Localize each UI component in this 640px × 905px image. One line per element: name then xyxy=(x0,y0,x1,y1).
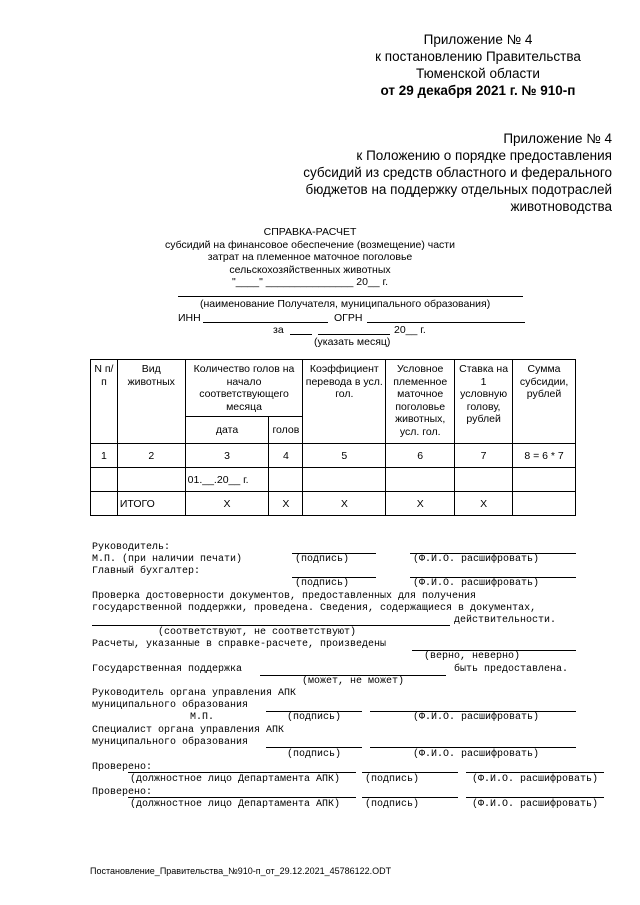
x-cell: X xyxy=(455,492,513,516)
calc-caption: (верно, неверно) xyxy=(424,651,521,662)
name-caption: (Ф.И.О. расшифровать) xyxy=(413,712,540,723)
official-signature-field[interactable] xyxy=(362,797,458,798)
correspondence-caption: (соответствуют, не соответствуют) xyxy=(158,627,357,638)
date-cell[interactable]: 01.__.20__ г. xyxy=(185,468,269,492)
title-line: затрат на племенное маточное поголовье xyxy=(207,251,413,263)
num-cell: 7 xyxy=(455,444,513,468)
signature-caption: (подпись) xyxy=(365,774,420,785)
support-caption: (может, не может) xyxy=(302,676,405,687)
x-cell: X xyxy=(269,492,303,516)
name-caption: (Ф.И.О. расшифровать) xyxy=(472,774,599,785)
period-year: 20__ г. xyxy=(394,324,426,336)
num-cell: 5 xyxy=(303,444,386,468)
title-main: СПРАВКА-РАСЧЕТ xyxy=(263,226,357,238)
total-sum-cell[interactable] xyxy=(513,492,576,516)
ogrn-label: ОГРН xyxy=(334,312,363,324)
period-caption: (указать месяц) xyxy=(314,336,391,348)
recipient-field[interactable] xyxy=(178,296,523,297)
regulation-header xyxy=(292,130,612,215)
cell[interactable] xyxy=(91,468,118,492)
chief-accountant-label: Главный бухгалтер: xyxy=(92,566,201,577)
check-text: государственной поддержки, проведена. Сведения, содержащиеся в документах, xyxy=(92,603,537,614)
regulation-line: к Положению о порядке предоставления xyxy=(356,148,612,163)
regulation-line: бюджетов на поддержку отдельных подотраслей xyxy=(305,182,612,197)
validity-text: действительности. xyxy=(454,615,557,626)
cell[interactable] xyxy=(386,468,455,492)
x-cell: X xyxy=(386,492,455,516)
appendix-number: Приложение № 4 xyxy=(423,32,533,47)
x-cell: X xyxy=(303,492,386,516)
ogrn-field[interactable] xyxy=(367,322,525,323)
col-date-header: дата xyxy=(185,417,269,444)
col-number-header: N п/п xyxy=(91,360,118,444)
regulation-line: субсидий из средств областного и федерального xyxy=(303,165,612,180)
specialist-label: муниципального образования xyxy=(92,737,249,748)
apk-head-label: Руководитель органа управления АПК xyxy=(92,688,297,699)
num-cell: 4 xyxy=(269,444,303,468)
x-cell: X xyxy=(185,492,269,516)
appendix-ref: к постановлению Правительства xyxy=(375,49,581,64)
appendix-date: от 29 декабря 2021 г. № 910-п xyxy=(380,83,576,98)
table-header-row xyxy=(91,360,576,417)
calculation-table xyxy=(90,359,576,516)
check-text: Проверка достоверности документов, предоставленных для получения xyxy=(92,591,477,602)
cell[interactable] xyxy=(455,468,513,492)
total-label: ИТОГО xyxy=(117,492,185,516)
name-caption: (Ф.И.О. расшифровать) xyxy=(472,799,599,810)
col-coef-header: Коэффициент перевода в усл. гол. xyxy=(303,360,386,444)
period-label: за xyxy=(273,324,284,336)
appendix-region: Тюменской области xyxy=(416,66,540,81)
signature-caption: (подпись) xyxy=(287,749,342,760)
signature-caption: (подпись) xyxy=(365,799,420,810)
num-cell: 2 xyxy=(117,444,185,468)
title-date: "____" _______________ 20__ г. xyxy=(232,276,388,288)
table-total-row xyxy=(91,492,576,516)
mp-label: М.П. xyxy=(190,712,215,723)
num-cell: 1 xyxy=(91,444,118,468)
cell xyxy=(91,492,118,516)
regulation-appendix: Приложение № 4 xyxy=(503,131,612,146)
inn-field[interactable] xyxy=(203,322,328,323)
col-qty-header: Количество голов на начало соответствующего месяца xyxy=(185,360,303,417)
specialist-label: Специалист органа управления АПК xyxy=(92,725,285,736)
head-label: Руководитель: xyxy=(92,542,171,553)
name-caption: (Ф.И.О. расшифровать) xyxy=(413,578,540,589)
file-footer: Постановление_Правительства_№910-п_от_29.12.2021_45786122.ODT xyxy=(90,866,392,876)
col-type-header: Вид животных xyxy=(117,360,185,444)
checked-label: Проверено: xyxy=(92,762,153,773)
checked-label: Проверено: xyxy=(92,787,153,798)
mp-print-label: М.П. (при наличии печати) xyxy=(92,554,243,565)
num-cell: 8 = 6 * 7 xyxy=(513,444,576,468)
support-text: Государственная поддержка xyxy=(92,664,243,675)
official-caption: (должностное лицо Департамента АПК) xyxy=(130,774,341,785)
table-numbers-row xyxy=(91,444,576,468)
col-rate-header: Ставка на 1 условную голову, рублей xyxy=(455,360,513,444)
col-cond-header: Условное племенное маточное поголовье животных, усл. гол. xyxy=(386,360,455,444)
signature-caption: (подпись) xyxy=(295,578,350,589)
month-field[interactable] xyxy=(318,334,390,335)
col-heads-header: голов xyxy=(269,417,303,444)
name-caption: (Ф.И.О. расшифровать) xyxy=(413,749,540,760)
specialist-signature-field[interactable] xyxy=(266,747,362,748)
official-name-field[interactable] xyxy=(466,797,604,798)
num-cell: 6 xyxy=(386,444,455,468)
official-field[interactable] xyxy=(128,797,356,798)
regulation-line: животноводства xyxy=(510,199,612,214)
appendix-header xyxy=(348,31,608,99)
support-end: быть предоставлена. xyxy=(454,664,569,675)
recipient-caption: (наименование Получателя, муниципального образования) xyxy=(200,298,491,310)
title-line: субсидий на финансовое обеспечение (возмещение) части xyxy=(165,238,455,251)
cell[interactable] xyxy=(303,468,386,492)
correspondence-field[interactable] xyxy=(92,625,450,626)
official-field[interactable] xyxy=(128,772,356,773)
name-caption: (Ф.И.О. расшифровать) xyxy=(413,554,540,565)
col-sum-header: Сумма субсидии, рублей xyxy=(513,360,576,444)
official-caption: (должностное лицо Департамента АПК) xyxy=(130,799,341,810)
cell[interactable] xyxy=(117,468,185,492)
table-row xyxy=(91,468,576,492)
inn-label: ИНН xyxy=(178,312,201,324)
apk-head-label: муниципального образования xyxy=(92,700,249,711)
num-cell: 3 xyxy=(185,444,269,468)
official-name-field[interactable] xyxy=(466,772,604,773)
signature-caption: (подпись) xyxy=(295,554,350,565)
title-line: сельскохозяйственных животных xyxy=(229,263,391,276)
document-title xyxy=(90,226,530,289)
specialist-name-field[interactable] xyxy=(370,747,576,748)
cell[interactable] xyxy=(269,468,303,492)
period-field[interactable] xyxy=(290,334,312,335)
signature-caption: (подпись) xyxy=(287,712,342,723)
cell[interactable] xyxy=(513,468,576,492)
calc-text: Расчеты, указанные в справке-расчете, произведены xyxy=(92,639,387,650)
official-signature-field[interactable] xyxy=(362,772,458,773)
